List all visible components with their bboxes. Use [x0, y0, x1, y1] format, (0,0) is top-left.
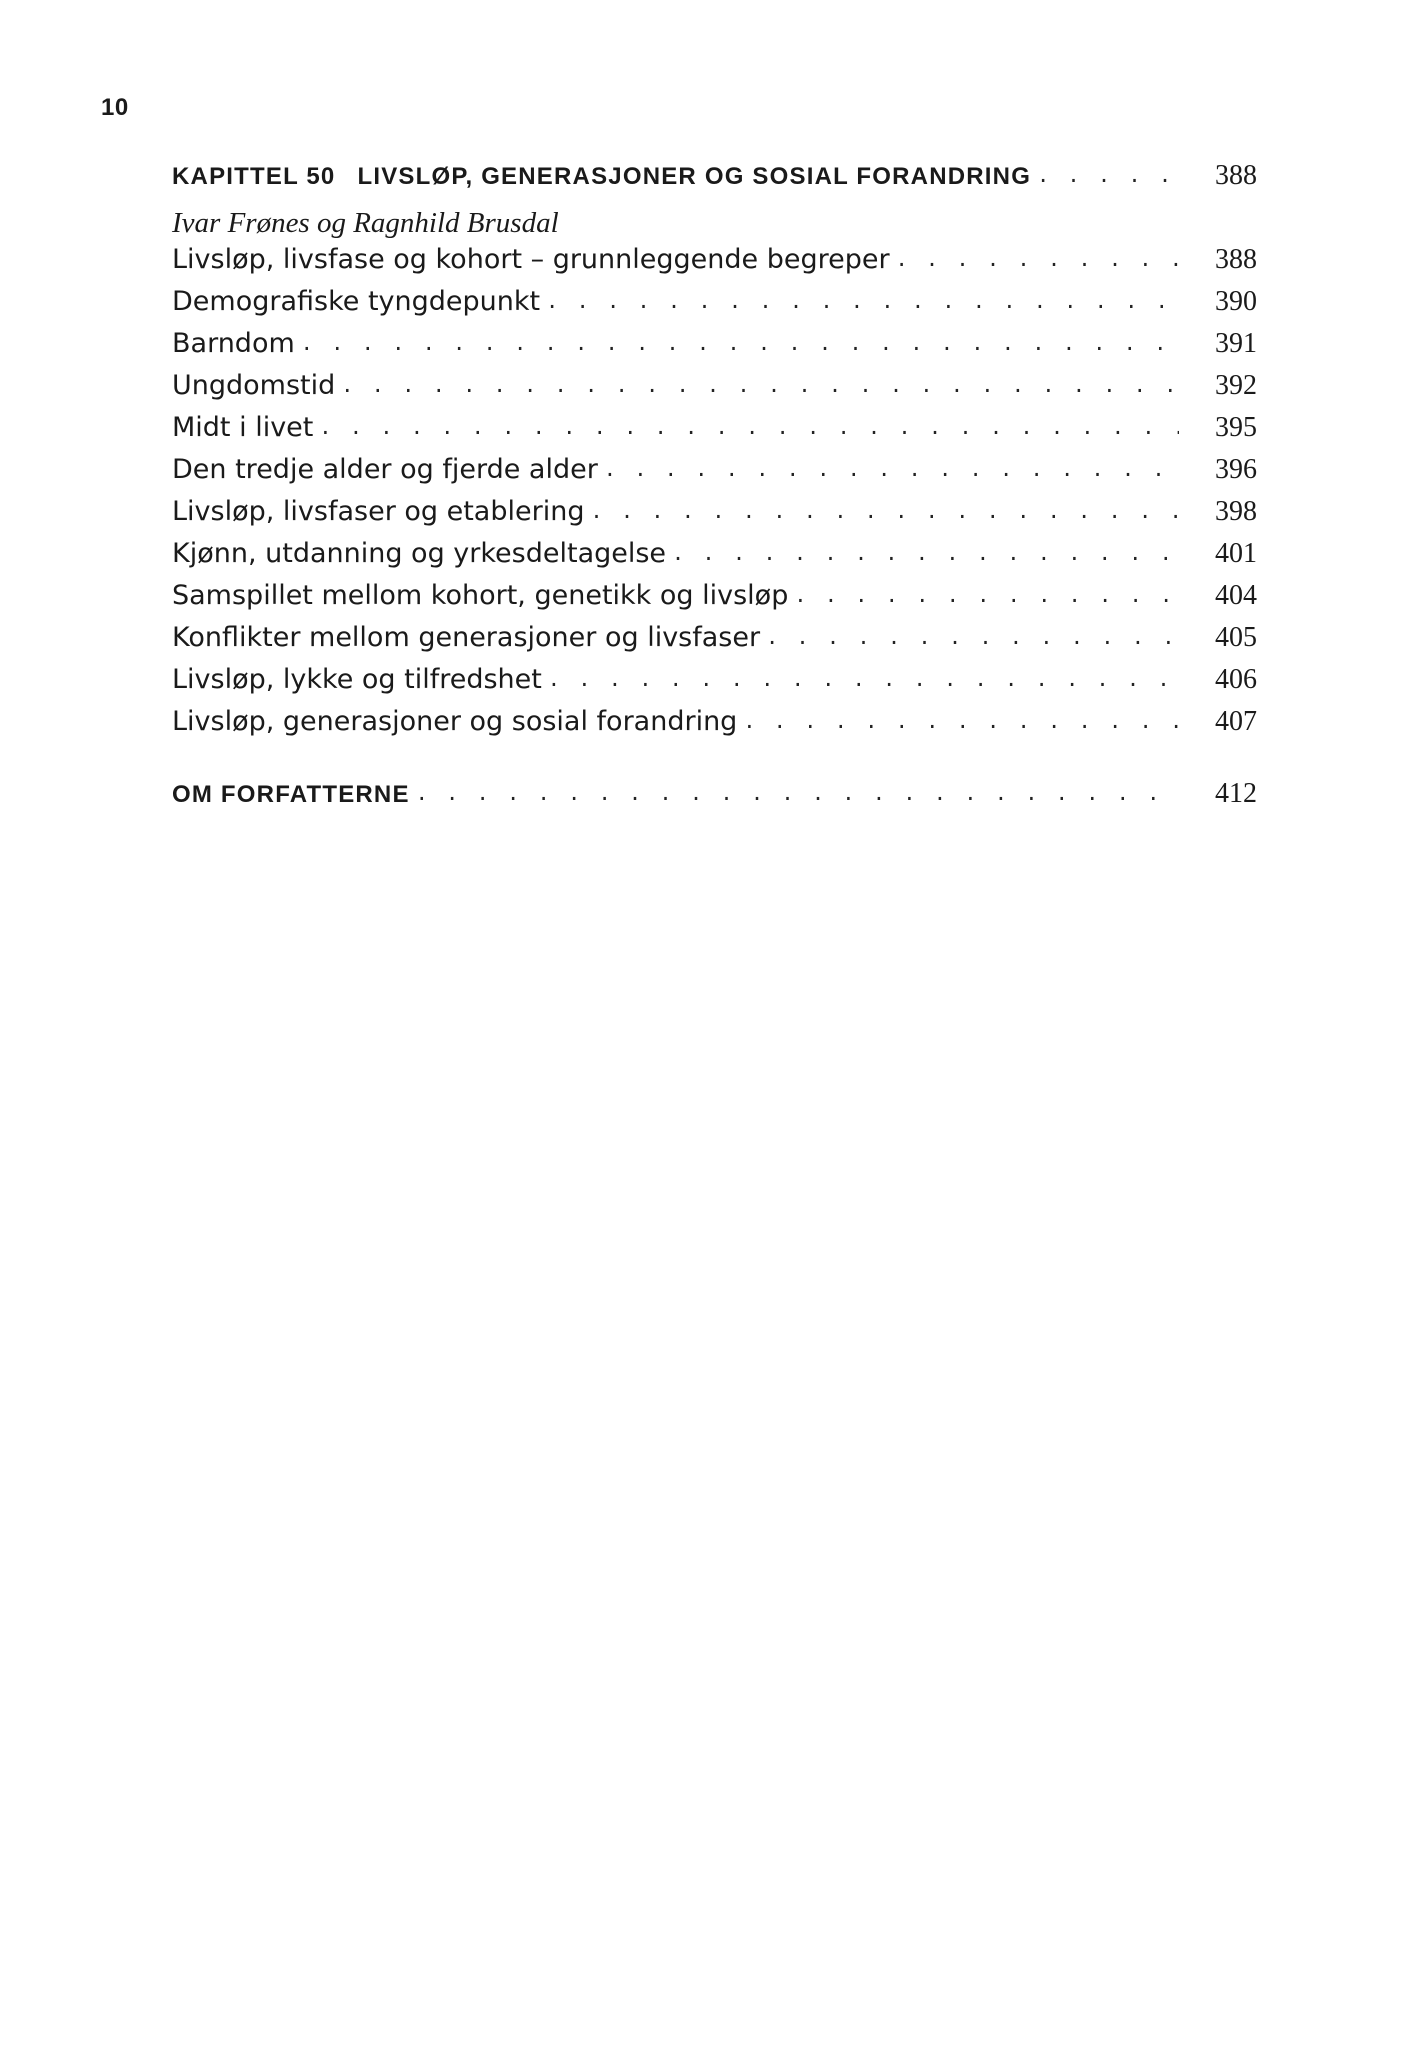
chapter-authors: Ivar Frønes og Ragnhild Brusdal	[172, 207, 559, 239]
dot-leader	[416, 781, 1179, 805]
toc-entry-title: Den tredje alder og fjerde alder	[172, 454, 604, 485]
dot-leader	[319, 415, 1179, 439]
dot-leader	[1037, 163, 1179, 187]
toc-entry[interactable]	[172, 286, 1257, 328]
dot-leader	[743, 709, 1179, 733]
dot-leader	[341, 373, 1179, 397]
toc-entry-page: 392	[1215, 370, 1257, 401]
section-gap	[172, 748, 1257, 778]
dot-leader	[794, 583, 1179, 607]
dot-leader	[548, 667, 1179, 691]
toc-entry[interactable]	[172, 580, 1257, 622]
toc-entry[interactable]	[172, 622, 1257, 664]
toc-entry-title: Livsløp, livsfase og kohort – grunnleggende begreper	[172, 244, 896, 275]
dot-leader	[604, 457, 1179, 481]
toc-entry[interactable]	[172, 244, 1257, 286]
chapter-heading	[172, 163, 1037, 191]
toc-entry[interactable]	[172, 412, 1257, 454]
dot-leader	[546, 289, 1179, 313]
toc-entry-page: 388	[1215, 244, 1257, 275]
toc-entry-page: 404	[1215, 580, 1257, 611]
about-authors-page: 412	[1215, 778, 1257, 809]
toc-entry-title: Samspillet mellom kohort, genetikk og livsløp	[172, 580, 794, 611]
toc-entry-page: 390	[1215, 286, 1257, 317]
toc-entry[interactable]	[172, 538, 1257, 580]
dot-leader	[590, 499, 1179, 523]
dot-leader	[766, 625, 1179, 649]
toc-entry[interactable]	[172, 664, 1257, 706]
toc-entry-title: Ungdomstid	[172, 370, 341, 401]
chapter-title: LIVSLØP, GENERASJONER OG SOSIAL FORANDRING	[357, 163, 1032, 190]
toc-entry-title: Livsløp, livsfaser og etablering	[172, 496, 590, 527]
toc-entry-title: Livsløp, lykke og tilfredshet	[172, 664, 548, 695]
toc-entry-page: 401	[1215, 538, 1257, 569]
toc-entry-page: 405	[1215, 622, 1257, 653]
dot-leader	[301, 331, 1179, 355]
toc-entry-page: 407	[1215, 706, 1257, 737]
toc-entry[interactable]	[172, 370, 1257, 412]
page-number: 10	[101, 94, 129, 121]
toc-entry[interactable]	[172, 328, 1257, 370]
toc-entry-page: 406	[1215, 664, 1257, 695]
toc-entry[interactable]	[172, 706, 1257, 748]
chapter-label: KAPITTEL 50	[172, 163, 336, 190]
dot-leader	[896, 247, 1179, 271]
toc-entry-title: Konflikter mellom generasjoner og livsfaser	[172, 622, 766, 653]
toc-entry[interactable]	[172, 496, 1257, 538]
toc-chapter-entry[interactable]	[172, 160, 1257, 202]
about-authors-title: OM FORFATTERNE	[172, 781, 416, 809]
toc-entry-title: Midt i livet	[172, 412, 319, 443]
toc-about-authors-entry[interactable]	[172, 778, 1257, 820]
toc-entry-title: Livsløp, generasjoner og sosial forandring	[172, 706, 743, 737]
toc-entry-title: Demografiske tyngdepunkt	[172, 286, 546, 317]
toc-entry-page: 391	[1215, 328, 1257, 359]
toc-entry[interactable]	[172, 454, 1257, 496]
toc-entry-title: Barndom	[172, 328, 301, 359]
toc-entry-page: 396	[1215, 454, 1257, 485]
toc-entry-title: Kjønn, utdanning og yrkesdeltagelse	[172, 538, 672, 569]
chapter-page: 388	[1215, 160, 1257, 191]
dot-leader	[672, 541, 1179, 565]
table-of-contents	[172, 160, 1257, 820]
toc-entry-page: 395	[1215, 412, 1257, 443]
toc-entry-page: 398	[1215, 496, 1257, 527]
